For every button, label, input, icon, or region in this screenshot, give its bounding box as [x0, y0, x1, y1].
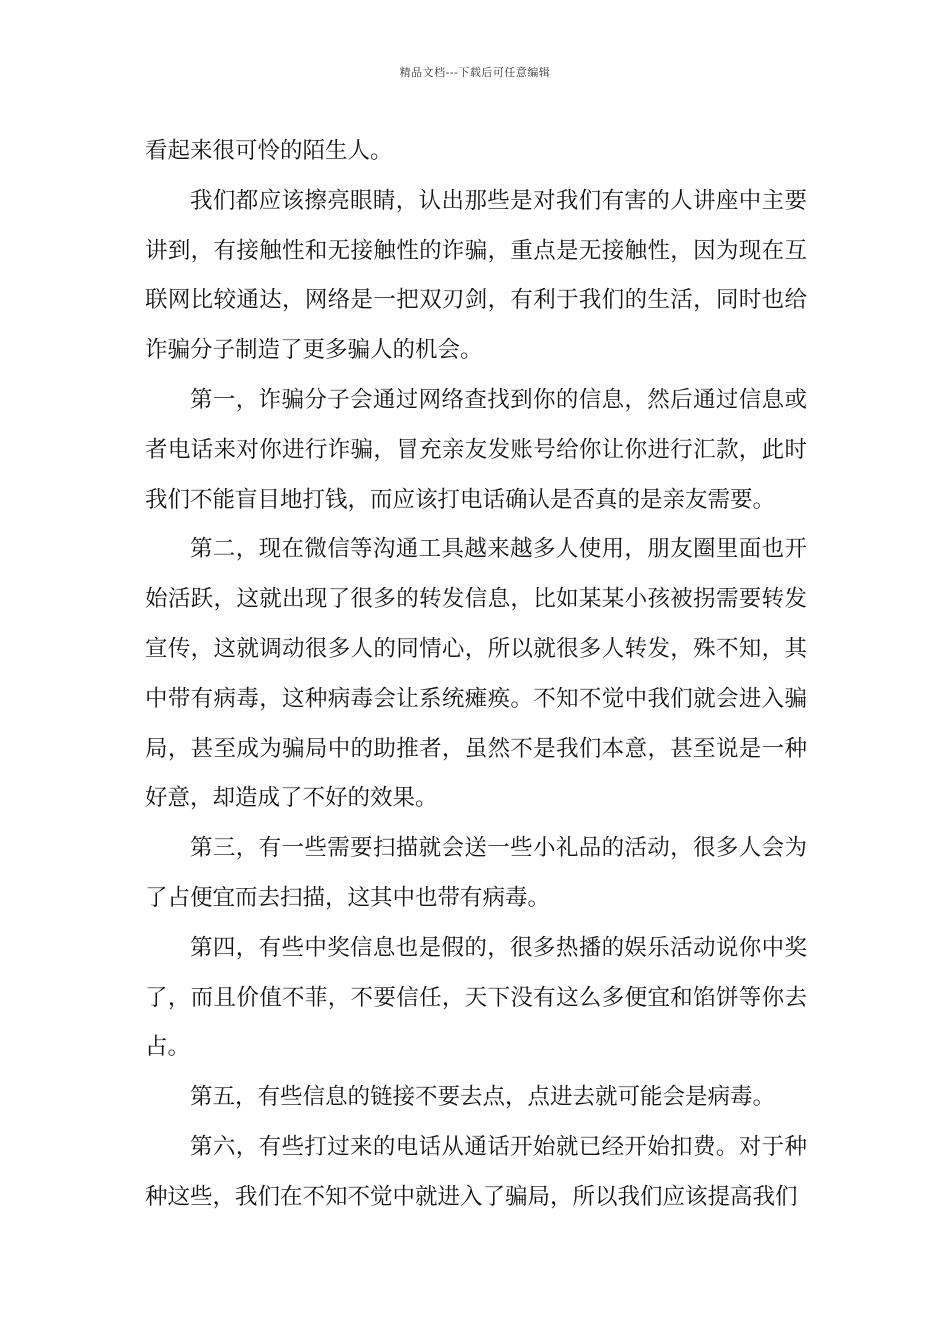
paragraph-3: 第一，诈骗分子会通过网络查找到你的信息，然后通过信息或者电话来对你进行诈骗，冒充亲友发账号给你让你进行汇款，此时我们不能盲目地打钱，而应该打电话确认是否真的是亲友需要。 — [145, 386, 807, 513]
paragraph-6: 第四，有些中奖信息也是假的，很多热播的娱乐活动说你中奖了，而且价值不菲，不要信任，天下没有这么多便宜和馅饼等你去占。 — [145, 934, 807, 1061]
paragraph-4: 第二，现在微信等沟通工具越来越多人使用，朋友圈里面也开始活跃，这就出现了很多的转发信息，比如某某小孩被拐需要转发宣传，这就调动很多人的同情心，所以就很多人转发，殊不知，其中带有病毒，这种病毒会让系统瘫痪。不知不觉中我们就会进入骗局，甚至成为骗局中的助推者，虽然不是我们本意，甚至说是一种好意，却造成了不好的效果。 — [145, 536, 807, 812]
document-body — [145, 127, 807, 1223]
paragraph-7: 第五，有些信息的链接不要去点，点进去就可能会是病毒。 — [190, 1084, 776, 1111]
paragraph-5: 第三，有一些需要扫描就会送一些小礼品的活动，很多人会为了占便宜而去扫描，这其中也带有病毒。 — [145, 835, 807, 911]
paragraph-8: 第六，有些打过来的电话从通话开始就已经开始扣费。对于种种这些，我们在不知不觉中就进入了骗局，所以我们应该提高我们 — [145, 1133, 807, 1210]
paragraph-1: 看起来很可怜的陌生人。 — [145, 138, 393, 164]
paragraph-2: 我们都应该擦亮眼睛，认出那些是对我们有害的人讲座中主要讲到，有接触性和无接触性的诈骗，重点是无接触性，因为现在互联网比较通达，网络是一把双刃剑，有利于我们的生活，同时也给诈骗分子制造了更多骗人的机会。 — [145, 187, 807, 364]
page-header: 精品文档---下载后可任意编辑 — [399, 66, 551, 79]
